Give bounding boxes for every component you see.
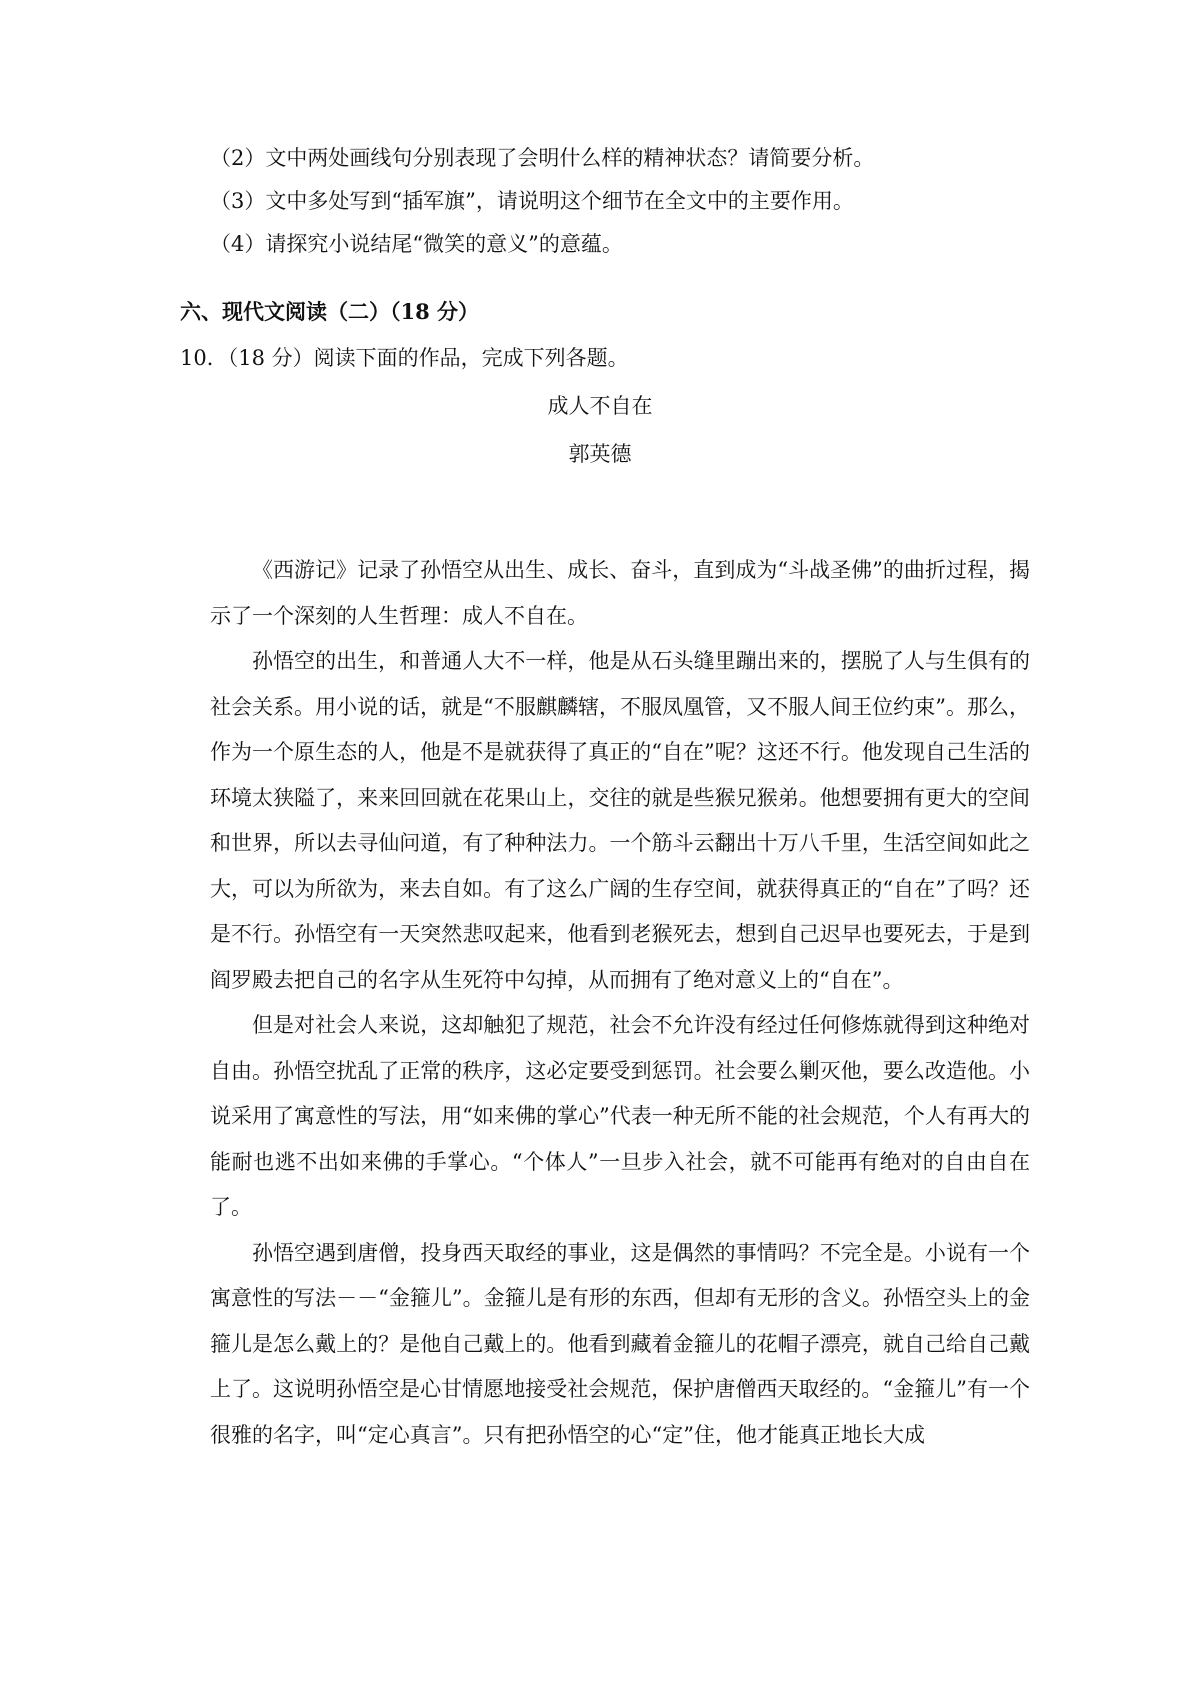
article-author: 郭英德 <box>568 442 632 466</box>
sub-question-3: （3）文中多处写到“插军旗”，请说明这个细节在全文中的主要作用。 <box>210 189 854 213</box>
article-paragraph: 孙悟空遇到唐僧，投身西天取经的事业，这是偶然的事情吗？不完全是。小说有一个寓意性的写法－－“金箍儿”。金箍儿是有形的东西，但却有无形的含义。孙悟空头上的金箍儿是怎么戴上的？是他自己戴上的。他看到藏着金箍儿的花帽子漂亮，就自己给自己戴上了。这说明孙悟空是心甘情愿地接受社会规范，保护唐僧西天取经的。“金箍儿”有一个很雅的名字，叫“定心真言”。只有把孙悟空的心“定”住，他才能真正地长大成 <box>210 1240 1030 1447</box>
sub-question-2: （2）文中两处画线句分别表现了会明什么样的精神状态？请简要分析。 <box>210 146 875 170</box>
article-paragraph: 孙悟空的出生，和普通人大不一样，他是从石头缝里蹦出来的，摆脱了人与生俱有的社会关系。用小说的话，就是“不服麒麟辖，不服凤凰管，又不服人间王位约束”。那么，作为一个原生态的人，他是不是就获得了真正的“自在”呢？这还不行。他发现自己生活的环境太狭隘了，来来回回就在花果山上，交往的就是些猴兄猴弟。他想要拥有更大的空间和世界，所以去寻仙问道，有了种种法力。一个筋斗云翻出十万八千里，生活空间如此之大，可以为所欲为，来去自如。有了这么广阔的生存空间，就获得真正的“自在”了吗？还是不行。孙悟空有一天突然悲叹起来，他看到老猴死去，想到自己迟早也要死去，于是到阎罗殿去把自己的名字从生死符中勾掉，从而拥有了绝对意义上的“自在”。 <box>210 649 1030 992</box>
article-paragraph: 《西游记》记录了孙悟空从出生、成长、奋斗，直到成为“斗战圣佛”的曲折过程，揭示了一个深刻的人生哲理：成人不自在。 <box>210 558 1030 628</box>
section-title: 六、现代文阅读（二）（18 分） <box>180 299 480 324</box>
sub-question-4: （4）请探究小说结尾“微笑的意义”的意蕴。 <box>210 232 623 256</box>
article-body <box>210 548 1030 1458</box>
article-paragraph: 但是对社会人来说，这却触犯了规范，社会不允许没有经过任何修炼就得到这种绝对自由。孙悟空扰乱了正常的秩序，这必定要受到惩罚。社会要么剿灭他，要么改造他。小说采用了寓意性的写法，用“如来佛的掌心”代表一种无所不能的社会规范，个人有再大的能耐也逃不出如来佛的手掌心。“个体人”一旦步入社会，就不可能再有绝对的自由自在了。 <box>210 1013 1030 1219</box>
article-title: 成人不自在 <box>547 394 653 418</box>
question-intro: 10．（18 分）阅读下面的作品，完成下列各题。 <box>180 346 629 370</box>
